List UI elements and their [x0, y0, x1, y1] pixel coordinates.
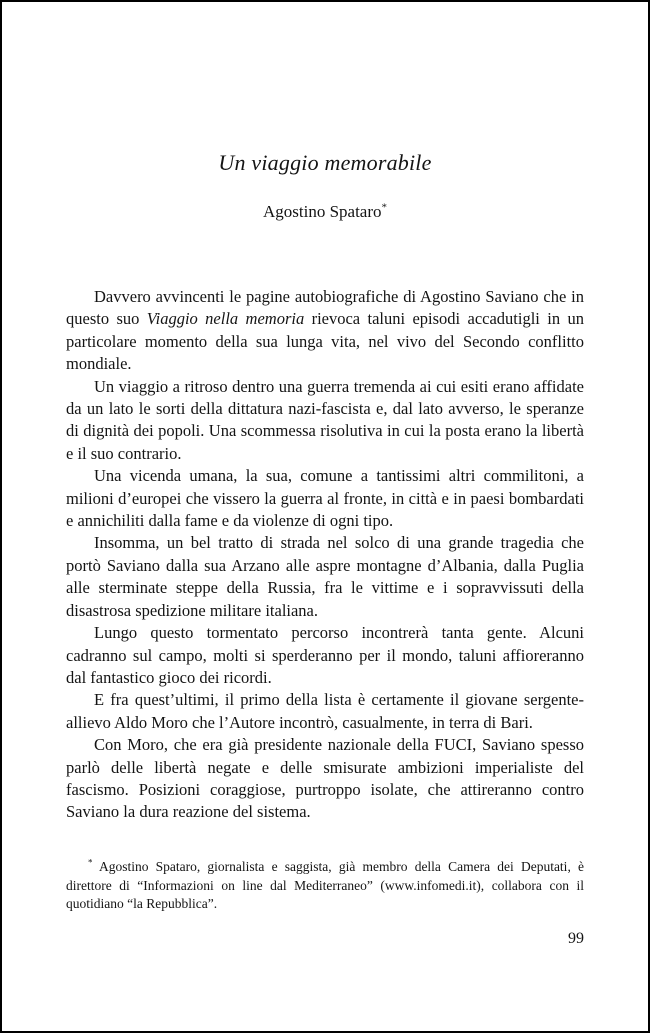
paragraph-5: Lungo questo tormentato percorso incontrerà tanta gente. Alcuni cadranno sul campo, molti si sperderanno per il mondo, taluni affioreranno dal fantastico gioco dei ricordi. [66, 623, 584, 687]
footnote [66, 858, 584, 914]
page-number: 99 [568, 930, 584, 947]
author-footnote-marker: * [381, 201, 388, 214]
author-line [66, 202, 584, 222]
footnote-marker: * [88, 857, 93, 868]
book-title-italic: Viaggio nella memoria [146, 309, 305, 329]
footnote-text: Agostino Spataro, giornalista e saggista, già membro della Camera dei Deputati, è direttore di “Informazioni on line dal Mediterraneo” (www.infomedi.it), collabora con il quotidiano “la Repubblica”. [66, 859, 584, 911]
paragraph-4: Insomma, un bel tratto di strada nel solco di una grande tragedia che portò Saviano dalla sua Arzano alle aspre montagne d’Albania, dalla Puglia alle sterminate steppe della Russia, fra le vittime e i sopravvissuti della disastrosa spedizione militare italiana. [66, 533, 584, 620]
paragraph-3: Una vicenda umana, la sua, comune a tantissimi altri commilitoni, a milioni d’europei che vissero la guerra al fronte, in città e in paesi bombardati e annichiliti dalla fame e da violenze di ogni tipo. [66, 466, 584, 531]
page-title: Un viaggio memorabile [218, 150, 432, 175]
paragraph-6: E fra quest’ultimi, il primo della lista è certamente il giovane sergente-allievo Aldo Moro che l’Autore incontrò, casualmente, in terra di Bari. [66, 690, 584, 732]
footnote-paragraph [66, 858, 584, 914]
paragraph-1-text-post: rievoca taluni episodi accadutigli in un particolare momento della sua lunga vita, nel vivo del Secondo conflitto mondiale. [66, 309, 584, 374]
paragraph-2: Un viaggio a ritroso dentro una guerra tremenda ai cui esiti erano affidate da un lato le sorti della dittatura nazi-fascista e, dal lato avverso, le speranze di dignità dei popoli. Una scommessa risolutiva in cui la posta erano la libertà e il suo contrario. [66, 376, 584, 463]
paragraph-7: Con Moro, che era già presidente nazionale della FUCI, Saviano spesso parlò delle libertà negate e delle smisurate ambizioni imperialiste del fascismo. Posizioni coraggiose, purtroppo isolate, che attireranno contro Saviano la dura reazione del sistema. [66, 735, 584, 822]
body-text [66, 286, 584, 824]
paragraph-1-text-pre: Davvero avvincenti le pagine autobiografiche di Agostino Saviano che in questo suo [66, 287, 584, 329]
paragraph-1 [66, 286, 584, 376]
author-name: Agostino Spataro [262, 202, 382, 221]
